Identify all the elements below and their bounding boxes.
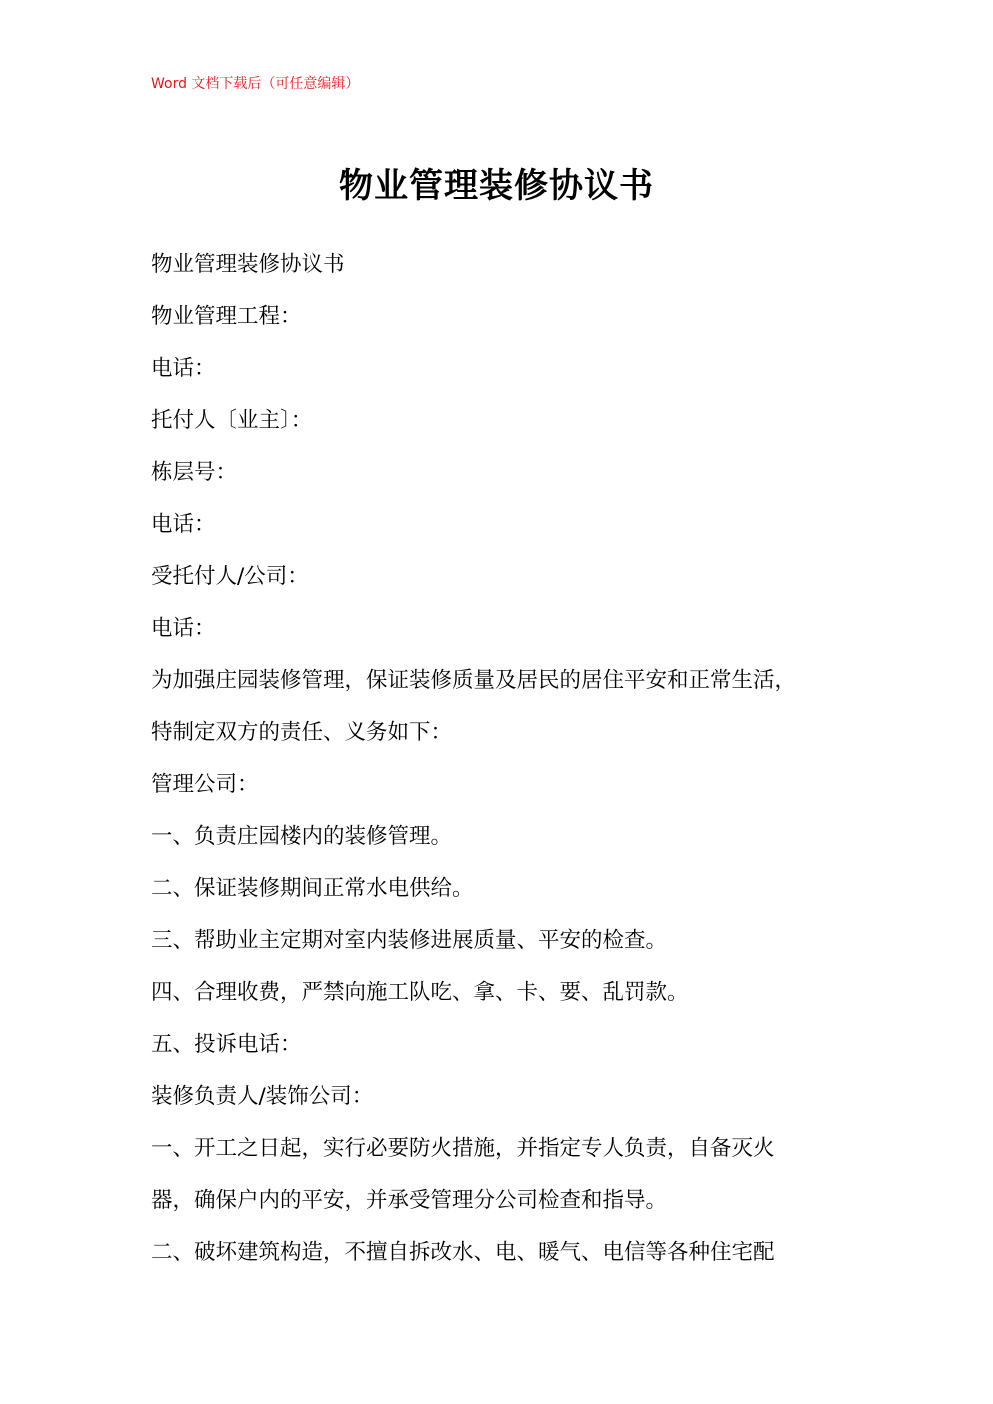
paragraph-line: 二、保证装修期间正常水电供给。: [151, 876, 474, 901]
paragraph-line: 电话：: [151, 616, 216, 641]
paragraph-line: 装修负责人/装饰公司：: [151, 1084, 374, 1109]
paragraph-line: 四、合理收费，严禁向施工队吃、拿、卡、要、乱罚款。: [151, 980, 689, 1005]
paragraph-line: 物业管理工程：: [151, 304, 302, 329]
paragraph-line: 一、负责庄园楼内的装修管理。: [151, 824, 453, 849]
paragraph-line: 管理公司：: [151, 772, 259, 797]
paragraph-line: 二、破坏建筑构造，不擅自拆改水、电、暖气、电信等各种住宅配: [151, 1240, 775, 1265]
paragraph-line: 电话：: [151, 512, 216, 537]
document-title: 物业管理装修协议书: [339, 166, 654, 206]
paragraph-line: 受托付人/公司：: [151, 564, 309, 589]
paragraph-line: 托付人〔业主〕：: [151, 408, 313, 433]
paragraph-line: 器，确保户内的平安，并承受管理分公司检查和指导。: [151, 1188, 668, 1213]
header-note: Word 文档下载后（可任意编辑）: [151, 76, 360, 92]
paragraph-line: 为加强庄园装修管理，保证装修质量及居民的居住平安和正常生活，: [151, 668, 797, 693]
paragraph-line: 五、投诉电话：: [151, 1032, 302, 1057]
paragraph-line: 栋层号：: [151, 460, 238, 485]
paragraph-line: 电话：: [151, 356, 216, 381]
paragraph-line: 三、帮助业主定期对室内装修进展质量、平安的检查。: [151, 928, 668, 953]
paragraph-line: 特制定双方的责任、义务如下：: [151, 720, 453, 745]
paragraph-line: 物业管理装修协议书: [151, 252, 345, 277]
paragraph-line: 一、开工之日起，实行必要防火措施，并指定专人负责，自备灭火: [151, 1136, 775, 1161]
